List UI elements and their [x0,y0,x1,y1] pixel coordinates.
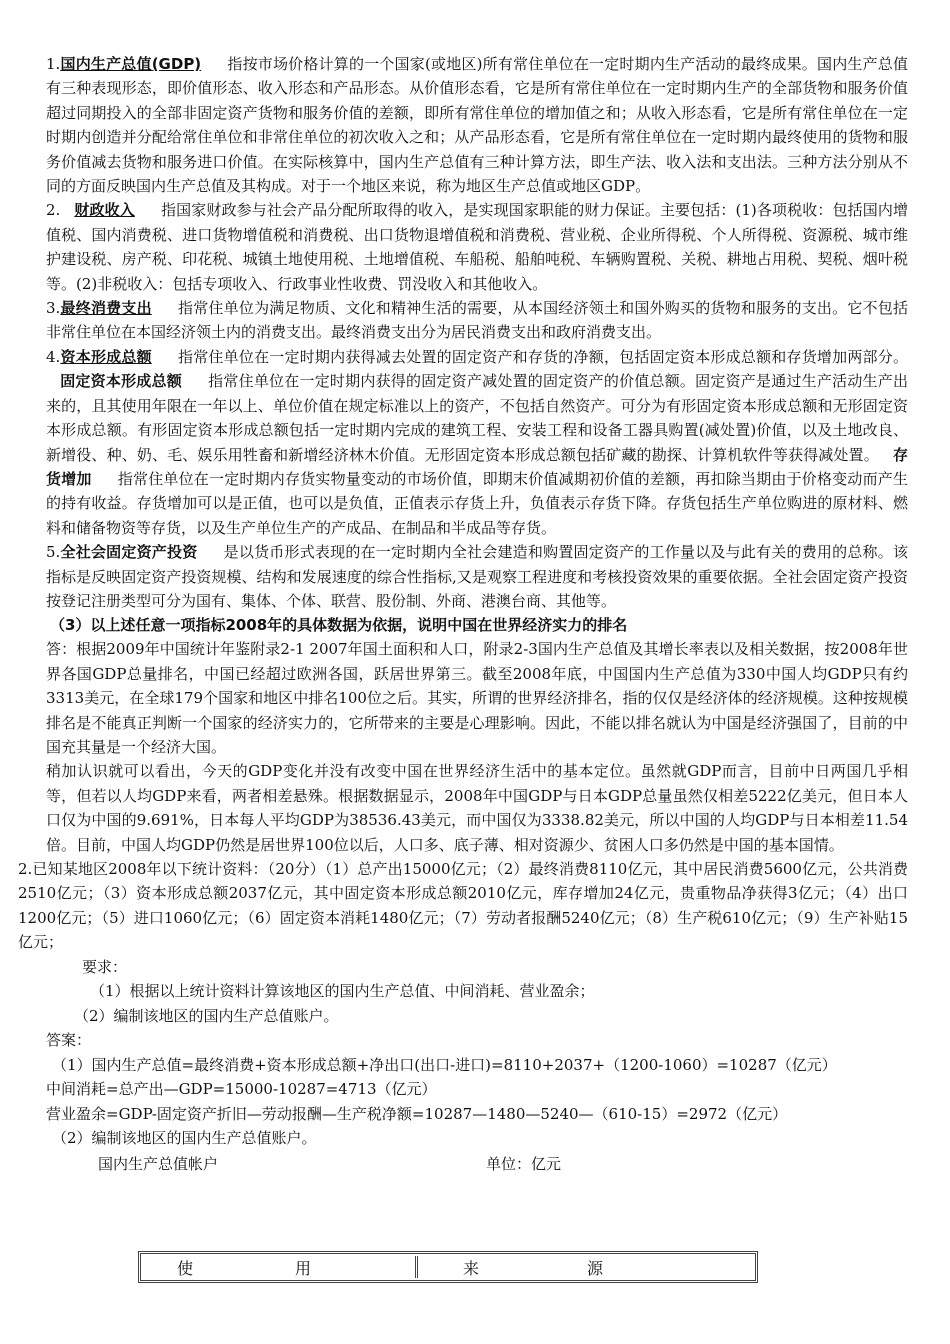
column-divider [415,1256,418,1278]
definition-fixed-capital-formation: 指常住单位在一定时期内获得的固定资产减处置的固定资产的价值总额。固定资产是通过生产活动生产出来的，且其使用年限在一年以上、单位价值在规定标准以上的资产，不包括自然资产。可分为有形固定资本形成总额和无形固定资本形成总额。有形固定资本形成总额包括一定时期内完成的建筑工程、安装工程和设备工器具购置(减处置)价值，以及土地改良、新增役、种、奶、毛、娱乐用牲畜和新增经济林木价值。无形固定资本形成总额包括矿藏的勘探、计算机软件等获得减处置。 [46,372,908,464]
calc-gdp: （1）国内生产总值=最终消费+资本形成总额+净出口(出口-进口)=8110+2037+（1200-1060）=10287（亿元） [52,1055,837,1074]
question-2-text: 2.已知某地区2008年以下统计资料：（20分）（1）总产出15000亿元；（2）最终消费8110亿元，其中居民消费5600亿元，公共消费2510亿元；（3）资本形成总额2037亿元，其中固定资本形成总额2010亿元，库存增加24亿元，贵重物品净获得3亿元；（4）出口1200亿元；（5）进口1060亿元；（6）固定资本消耗1480亿元；（7）劳动者报酬5240亿元；（8）生产税610亿元；（9）生产补贴15亿元； [18,860,908,952]
calc-compile-account: （2）编制该地区的国内生产总值账户。 [52,1129,317,1148]
column-header-source-char-2: 源 [587,1258,604,1278]
column-header-use-char-1: 使 [177,1258,194,1278]
section-number: 1. [46,55,61,73]
column-header-source-char-1: 来 [463,1258,480,1278]
question-3-answer-1: 答：根据2009年中国统计年鉴附录2-1 2007年国土面积和人口，附录2-3国内生产总值及其增长率表以及相关数据，按2008年世界各国GDP总量排名，中国已经超过欧洲各国，跃居世界第三。截至2008年底，中国国内生产总值为330中国人均GDP只有约3313美元，在全球179个国家和地区中排名100位之后。其实，所谓的世界经济排名，指的仅仅是经济体的经济规模。这种按规模排名是不能真正判断一个国家的经济实力的，它所带来的主要是心理影响。因此，不能以排名就认为中国是经济强国了，目前的中国充其量是一个经济大国。 [46,640,908,756]
section-number: 5. [46,543,61,562]
question-3-answer-2: 稍加认识就可以看出，今天的GDP变化并没有改变中国在世界经济生活中的基本定位。虽然就GDP而言，目前中日两国几乎相等，但若以人均GDP来看，两者相差悬殊。根据数据显示，2008年中国GDP与日本GDP总量虽然仅相差5222亿美元，但日本人口仅为中国的9.691%，日本每人平均GDP为38536.43美元，而中国仅为3338.82美元，所以中国的人均GDP与日本相差11.54倍。目前，中国人均GDP仍然是居世界100位以后，人口多、底子薄、相对资源少、贫困人口多仍然是中国的基本国情。 [46,762,908,854]
requirement-2: （2）编制该地区的国内生产总值账户。 [74,1006,339,1025]
section-fiscal-revenue [46,198,908,296]
requirement-1: （1）根据以上统计资料计算该地区的国内生产总值、中间消耗、营业盈余； [90,982,595,1001]
definition-fixed-asset-investment: 是以货币形式表现的在一定时期内全社会建造和购置固定资产的工作量以及与此有关的费用的总称。该指标是反映固定资产投资规模、结构和发展速度的综合性指标,又是观察工程进度和考核投资效果的重要依据。全社会固定资产投资按登记注册类型可分为国有、集体、个体、联营、股份制、外商、港澳台商、其他等。 [46,543,908,610]
term-gross-capital-formation: 资本形成总额 [60,347,152,366]
term-fixed-capital-formation: 固定资本形成总额 [60,372,182,391]
section-capital-formation [46,345,908,540]
section-gdp [46,52,908,198]
definition-inventory-increase: 指常住单位在一定时期内存货实物量变动的市场价值，即期末价值减期初价值的差额，再扣除当期由于价格变动而产生的持有收益。存货增加可以是正值，也可以是负值，正值表示存货上升，负值表示存货下降。存货包括生产单位购进的原材料、燃料和储备物资等存货，以及生产单位生产的产成品、在制品和半成品等存货。 [46,469,908,537]
answer-label: 答案： [46,1031,92,1050]
gdp-account-table [138,1251,758,1283]
section-final-consumption [46,296,908,345]
document-page [18,52,908,1177]
section-fixed-asset-investment [46,540,908,613]
definition-final-consumption: 指常住单位为满足物质、文化和精神生活的需要，从本国经济领土和国外购买的货物和服务的支出。它不包括非常住单位在本国经济领土内的消费支出。最终消费支出分为居民消费支出和政府消费支出。 [46,299,908,342]
definition-fiscal-revenue: 指国家财政参与社会产品分配所取得的收入，是实现国家职能的财力保证。主要包括：(1)各项税收：包括国内增值税、国内消费税、进口货物增值税和消费税、出口货物退增值税和消费税、营业税、企业所得税、个人所得税、资源税、城市维护建设税、房产税、印花税、城镇土地使用税、土地增值税、车船税、船舶吨税、车辆购置税、关税、耕地占用税、契税、烟叶税等。(2)非税收入：包括专项收入、行政事业性收费、罚没收入和其他收入。 [46,201,908,293]
term-final-consumption: 最终消费支出 [60,299,152,318]
term-inventory-increase: 存货增加 [46,445,908,488]
calc-operating-surplus: 营业盈余=GDP-固定资产折旧—劳动报酬—生产税净额=10287—1480—5240—（610-15）=2972（亿元） [46,1104,788,1123]
term-fiscal-revenue: 财政收入 [74,201,135,220]
section-number: 3. [46,299,61,318]
definition-gdp: 指按市场价格计算的一个国家(或地区)所有常住单位在一定时期内生产活动的最终成果。国内生产总值有三种表现形态，即价值形态、收入形态和产品形态。从价值形态看，它是所有常住单位在一定时期内生产的全部货物和服务价值超过同期投入的全部非固定资产货物和服务价值的差额，即所有常住单位的增加值之和；从收入形态看，它是所有常住单位在一定时期内创造并分配给常住单位和非常住单位的初次收入之和；从产品形态看，它是所有常住单位在一定时期内最终使用的货物和服务价值减去货物和服务进口价值。在实际核算中，国内生产总值有三种计算方法，即生产法、收入法和支出法。三种方法分别从不同的方面反映国内生产总值及其构成。对于一个地区来说，称为地区生产总值或地区GDP。 [46,55,908,196]
account-unit: 单位：亿元 [486,1154,562,1173]
requirements-label: 要求： [82,957,128,976]
column-header-use-char-2: 用 [295,1258,312,1278]
calc-intermediate-consumption: 中间消耗=总产出—GDP=15000-10287=4713（亿元） [46,1080,437,1099]
account-title: 国内生产总值帐户 [98,1154,219,1173]
section-number: 4. [46,347,61,366]
section-number: 2. [46,201,61,220]
account-header [46,1151,908,1177]
term-fixed-asset-investment: 全社会固定资产投资 [60,543,198,562]
term-gdp: 国内生产总值(GDP) [60,55,202,73]
definition-gross-capital-formation: 指常住单位在一定时期内获得减去处置的固定资产和存货的净额，包括固定资本形成总额和存货增加两部分。 [177,347,908,366]
question-3-title: （3）以上述任意一项指标2008年的具体数据为依据，说明中国在世界经济实力的排名 [50,616,628,635]
